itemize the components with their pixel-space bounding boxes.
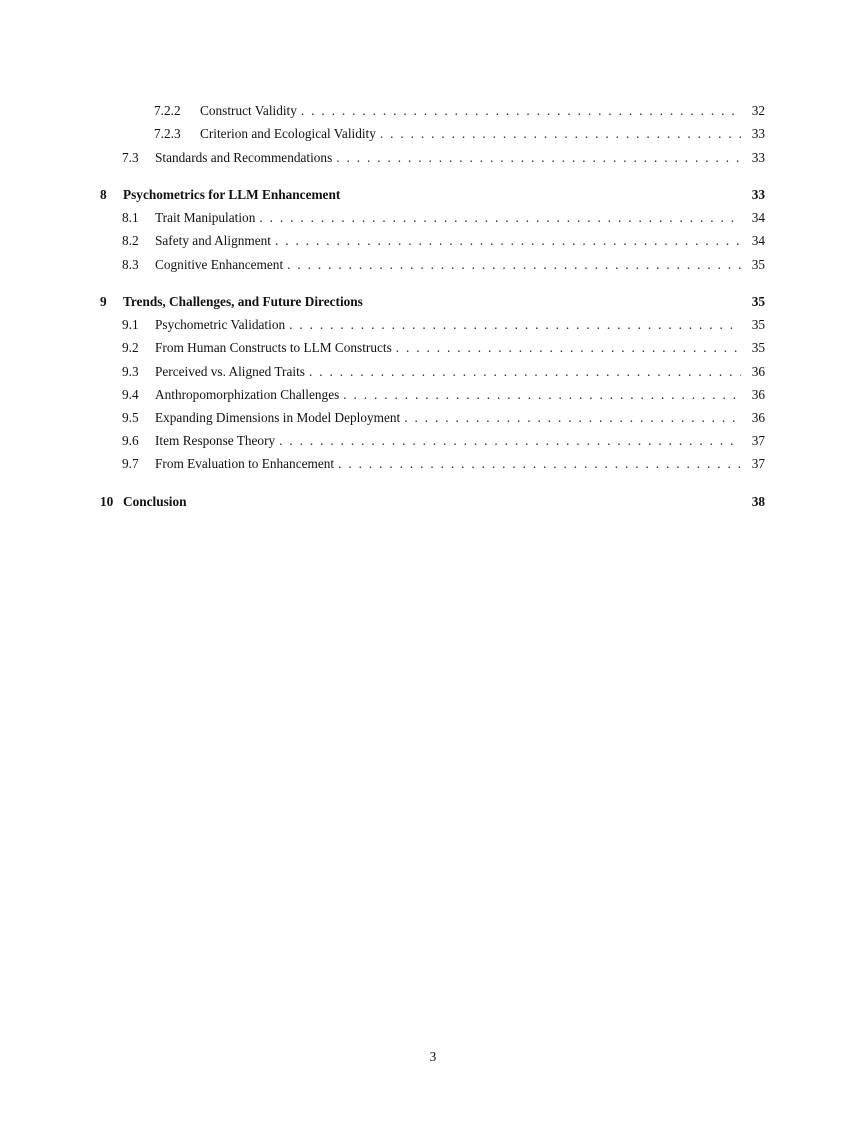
toc-entry-number: 9.7 bbox=[122, 456, 139, 471]
toc-entry-number: 9.6 bbox=[122, 433, 139, 448]
toc-entry-9-6[interactable] bbox=[122, 433, 765, 449]
toc-entry-7-3[interactable] bbox=[122, 150, 765, 166]
toc-entry-page: 35 bbox=[751, 257, 765, 272]
toc-entry-number: 7.2.3 bbox=[154, 126, 181, 141]
toc-entry-page: 35 bbox=[751, 340, 765, 355]
page-number: 3 bbox=[429, 1049, 437, 1064]
toc-entry-title: Psychometric Validation bbox=[155, 317, 286, 332]
toc-section-page: 38 bbox=[751, 494, 765, 509]
toc-entry-page: 34 bbox=[751, 210, 765, 225]
toc-leader-dots bbox=[259, 210, 741, 226]
toc-entry-title: Criterion and Ecological Validity bbox=[200, 126, 376, 141]
toc-section-title: Conclusion bbox=[123, 494, 187, 509]
toc-section-page: 35 bbox=[751, 294, 765, 309]
toc-entry-title: Cognitive Enhancement bbox=[155, 257, 284, 272]
toc-section-number: 10 bbox=[100, 494, 114, 509]
toc-entry-title: From Evaluation to Enhancement bbox=[155, 456, 335, 471]
toc-entry-number: 9.5 bbox=[122, 410, 139, 425]
toc-entry-9-1[interactable] bbox=[122, 317, 765, 333]
toc-entry-8-3[interactable] bbox=[122, 257, 765, 273]
toc-leader-dots bbox=[289, 317, 741, 333]
toc-entry-number: 9.2 bbox=[122, 340, 139, 355]
toc-entry-9-2[interactable] bbox=[122, 340, 765, 356]
toc-entry-page: 37 bbox=[751, 433, 765, 448]
toc-entry-9-7[interactable] bbox=[122, 456, 765, 472]
toc-entry-page: 36 bbox=[751, 410, 765, 425]
toc-entry-page: 35 bbox=[751, 317, 765, 332]
toc-entry-page: 36 bbox=[751, 364, 765, 379]
toc-entry-title: Trait Manipulation bbox=[155, 210, 256, 225]
toc-entry-page: 33 bbox=[751, 150, 765, 165]
toc-entry-number: 8.3 bbox=[122, 257, 139, 272]
toc-entry-number: 9.3 bbox=[122, 364, 139, 379]
toc-leader-dots bbox=[338, 456, 741, 472]
toc-entry-9-5[interactable] bbox=[122, 410, 765, 426]
toc-section-number: 8 bbox=[100, 187, 107, 202]
toc-leader-dots bbox=[275, 233, 741, 249]
toc-entry-7-2-3[interactable] bbox=[154, 126, 765, 142]
toc-entry-title: From Human Constructs to LLM Constructs bbox=[155, 340, 392, 355]
toc-entry-title: Item Response Theory bbox=[155, 433, 276, 448]
toc-entry-number: 9.1 bbox=[122, 317, 139, 332]
toc-section-title: Trends, Challenges, and Future Directions bbox=[123, 294, 363, 309]
toc-entry-page: 34 bbox=[751, 233, 765, 248]
toc-leader-dots bbox=[309, 364, 741, 380]
toc-entry-title: Construct Validity bbox=[200, 103, 297, 118]
toc-section-page: 33 bbox=[751, 187, 765, 202]
toc-entry-number: 7.3 bbox=[122, 150, 139, 165]
toc-section-9[interactable] bbox=[100, 294, 765, 310]
toc-entry-number: 8.1 bbox=[122, 210, 139, 225]
toc-leader-dots bbox=[404, 410, 741, 426]
toc-entry-7-2-2[interactable] bbox=[154, 103, 765, 119]
toc-section-number: 9 bbox=[100, 294, 107, 309]
toc-entry-title: Standards and Recommendations bbox=[155, 150, 333, 165]
toc-entry-page: 33 bbox=[751, 126, 765, 141]
toc-leader-dots bbox=[336, 150, 741, 166]
toc-leader-dots bbox=[343, 387, 741, 403]
toc-entry-page: 37 bbox=[751, 456, 765, 471]
toc-leader-dots bbox=[279, 433, 741, 449]
toc-entry-title: Perceived vs. Aligned Traits bbox=[155, 364, 305, 379]
toc-section-10[interactable] bbox=[100, 494, 765, 510]
toc-entry-number: 9.4 bbox=[122, 387, 139, 402]
toc-entry-8-1[interactable] bbox=[122, 210, 765, 226]
toc-leader-dots bbox=[301, 103, 741, 119]
toc-entry-8-2[interactable] bbox=[122, 233, 765, 249]
toc-entry-title: Anthropomorphization Challenges bbox=[155, 387, 340, 402]
toc-entry-number: 7.2.2 bbox=[154, 103, 181, 118]
toc-leader-dots bbox=[396, 340, 741, 356]
toc-section-8[interactable] bbox=[100, 187, 765, 203]
toc-entry-title: Expanding Dimensions in Model Deployment bbox=[155, 410, 401, 425]
toc-entry-number: 8.2 bbox=[122, 233, 139, 248]
toc-entry-title: Safety and Alignment bbox=[155, 233, 271, 248]
toc-entry-page: 32 bbox=[751, 103, 765, 118]
toc-leader-dots bbox=[287, 257, 741, 273]
toc-section-title: Psychometrics for LLM Enhancement bbox=[123, 187, 341, 202]
toc-entry-9-3[interactable] bbox=[122, 364, 765, 380]
toc-entry-9-4[interactable] bbox=[122, 387, 765, 403]
toc-entry-page: 36 bbox=[751, 387, 765, 402]
toc-leader-dots bbox=[380, 126, 741, 142]
